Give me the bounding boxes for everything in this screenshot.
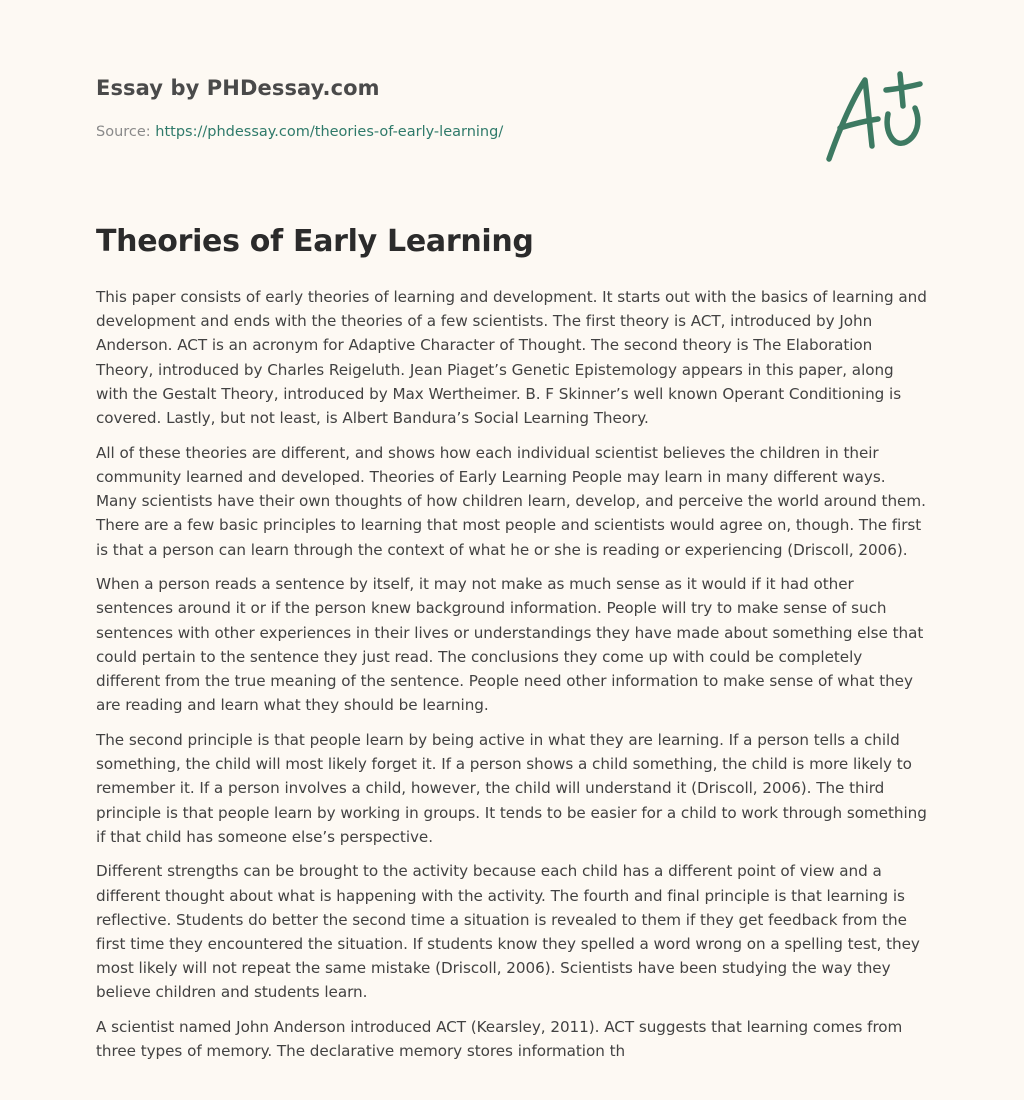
a-plus-logo-icon [820, 66, 930, 166]
paragraph-6: A scientist named John Anderson introduced ACT (Kearsley, 2011). ACT suggests that learning comes from three types of memory. The declarative memory stores information th [96, 1018, 903, 1061]
paragraph-3: When a person reads a sentence by itself, it may not make as much sense as it would if it had other sentences around it or if the person knew background information. People will try to make sense of such sentences with other experiences in their lives or understandings they have made about something else that could pertain to the sentence they just read. The conclusions they come up with could be completely different from the true meaning of the sentence. People need other information to make sense of what they are reading and learn what they should be learning. [96, 575, 924, 715]
paragraph-5: Different strengths can be brought to the activity because each child has a different point of view and a different thought about what is happening with the activity. The fourth and final principle is that learning is reflective. Students do better the second time a situation is revealed to them if they get feedback from the first time they encountered the situation. If students know they spelled a word wrong on a spelling test, they most likely will not repeat the same mistake (Driscoll, 2006). Scientists have been studying the way they believe children and students learn. [96, 862, 920, 1002]
source-line [96, 124, 503, 140]
essay-title: Theories of Early Learning [96, 224, 534, 259]
source-link[interactable]: https://phdessay.com/theories-of-early-learning/ [155, 124, 504, 140]
site-brand: Essay by PHDessay.com [96, 76, 380, 100]
paragraph-4: The second principle is that people learn by being active in what they are learning. If a person tells a child something, the child will most likely forget it. If a person shows a child something, the child is more likely to remember it. If a person involves a child, however, the child will understand it (Driscoll, 2006). The third principle is that people learn by working in groups. It tends to be easier for a child to work through something if that child has someone else’s perspective. [96, 730, 927, 846]
source-label: Source: [96, 124, 156, 140]
paragraph-2: All of these theories are different, and shows how each individual scientist believes the children in their community learned and developed. Theories of Early Learning People may learn in many different ways. Many scientists have their own thoughts of how children learn, develop, and perceive the world around them. There are a few basic principles to learning that most people and scientists would agree on, though. The first is that a person can learn through the context of what he or she is reading or experiencing (Driscoll, 2006). [96, 443, 926, 559]
essay-body [96, 285, 930, 1074]
paragraph-1: This paper consists of early theories of learning and development. It starts out with the basics of learning and development and ends with the theories of a few scientists. The first theory is ACT, introduced by John Anderson. ACT is an acronym for Adaptive Character of Thought. The second theory is The Elaboration Theory, introduced by Charles Reigeluth. Jean Piaget’s Genetic Epistemology appears in this paper, along with the Gestalt Theory, introduced by Max Wertheimer. B. F Skinner’s well known Operant Conditioning is covered. Lastly, but not least, is Albert Bandura’s Social Learning Theory. [96, 288, 927, 428]
